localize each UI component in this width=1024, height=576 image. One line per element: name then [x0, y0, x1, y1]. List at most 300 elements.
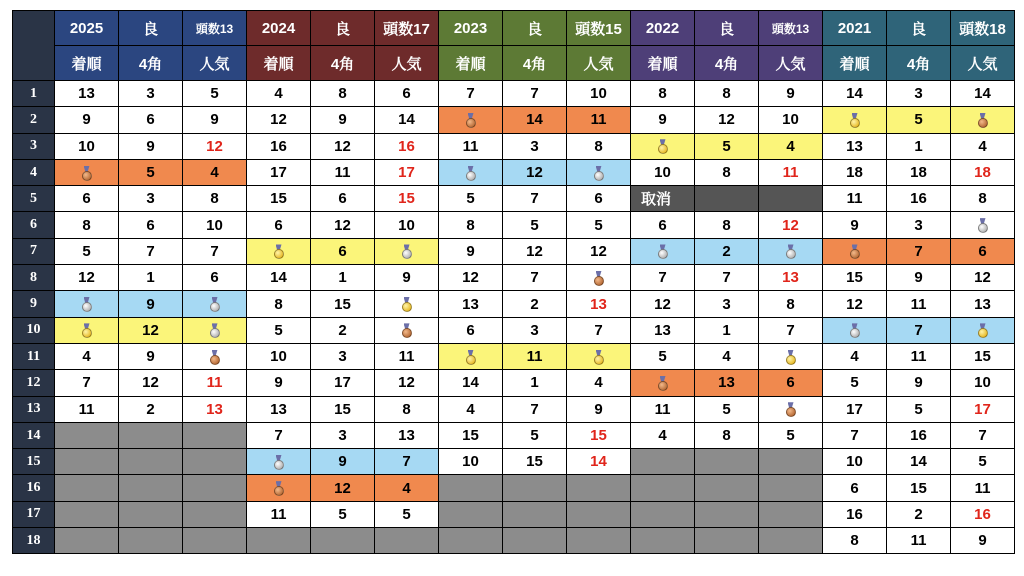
- cell-finish-2021: 11: [823, 186, 887, 212]
- cell-finish-2023: [439, 343, 503, 369]
- cell-finish-2021: 9: [823, 212, 887, 238]
- empty-cell: [695, 528, 759, 554]
- header-corner: [13, 11, 55, 81]
- table-row: [13, 317, 1015, 343]
- cell-corner4-2023: 7: [503, 186, 567, 212]
- silver-medal-icon: [850, 323, 860, 338]
- header-row-years: [13, 11, 1015, 46]
- cell-corner4-2023: 7: [503, 265, 567, 291]
- cell-finish-2021: 17: [823, 396, 887, 422]
- gold-medal-icon: [402, 297, 412, 312]
- row-number: 14: [13, 422, 55, 448]
- cell-finish-2024: 8: [247, 291, 311, 317]
- cell-corner4-2024: 6: [311, 238, 375, 264]
- table-body: [13, 81, 1015, 554]
- cell-corner4-2022: 3: [695, 291, 759, 317]
- cell-popularity-2022: [759, 238, 823, 264]
- subheader-popularity-2024: 人気: [375, 46, 439, 81]
- table-row: [13, 449, 1015, 475]
- silver-medal-icon: [402, 244, 412, 259]
- cell-finish-2021: 13: [823, 133, 887, 159]
- cell-finish-2022: 12: [631, 291, 695, 317]
- bronze-medal-icon: [850, 244, 860, 259]
- cell-popularity-2021: 13: [951, 291, 1015, 317]
- row-number: 12: [13, 370, 55, 396]
- cell-corner4-2023: 11: [503, 343, 567, 369]
- cell-finish-2025: 10: [55, 133, 119, 159]
- cell-finish-2024: 17: [247, 159, 311, 185]
- empty-cell: [55, 422, 119, 448]
- cell-corner4-2021: 5: [887, 396, 951, 422]
- cell-corner4-2024: 3: [311, 343, 375, 369]
- table-row: [13, 186, 1015, 212]
- empty-cell: [183, 475, 247, 501]
- cell-corner4-2025: 12: [119, 317, 183, 343]
- cell-finish-2022: 10: [631, 159, 695, 185]
- cell-finish-2025: 9: [55, 107, 119, 133]
- header-heads-2023: 頭数15: [567, 11, 631, 46]
- cell-corner4-2025: 2: [119, 396, 183, 422]
- cell-finish-2021: 6: [823, 475, 887, 501]
- cell-finish-2021: 15: [823, 265, 887, 291]
- cell-popularity-2024: 13: [375, 422, 439, 448]
- cell-popularity-2025: 8: [183, 186, 247, 212]
- table-row: [13, 422, 1015, 448]
- cell-finish-2023: 5: [439, 186, 503, 212]
- cell-popularity-2024: 5: [375, 501, 439, 527]
- cell-popularity-2023: 6: [567, 186, 631, 212]
- cell-corner4-2025: 3: [119, 81, 183, 107]
- cell-popularity-2022: 5: [759, 422, 823, 448]
- cell-finish-2021: 18: [823, 159, 887, 185]
- table-row: [13, 501, 1015, 527]
- cell-popularity-2022: 8: [759, 291, 823, 317]
- cell-popularity-2023: 14: [567, 449, 631, 475]
- cell-finish-2021: 16: [823, 501, 887, 527]
- cell-popularity-2023: 8: [567, 133, 631, 159]
- cell-finish-2024: 5: [247, 317, 311, 343]
- empty-cell: [55, 475, 119, 501]
- cell-finish-2023: 9: [439, 238, 503, 264]
- cell-finish-2024: [247, 449, 311, 475]
- cell-corner4-2025: 3: [119, 186, 183, 212]
- cell-popularity-2022: [759, 396, 823, 422]
- silver-medal-icon: [210, 297, 220, 312]
- cell-popularity-2021: 9: [951, 528, 1015, 554]
- empty-cell: [695, 475, 759, 501]
- scratched-cell: [695, 186, 759, 212]
- subheader-popularity-2025: 人気: [183, 46, 247, 81]
- subheader-popularity-2021: 人気: [951, 46, 1015, 81]
- gold-medal-icon: [82, 323, 92, 338]
- row-number: 2: [13, 107, 55, 133]
- cell-corner4-2023: 2: [503, 291, 567, 317]
- table-row: [13, 107, 1015, 133]
- cell-popularity-2021: 18: [951, 159, 1015, 185]
- cell-corner4-2021: 18: [887, 159, 951, 185]
- cell-popularity-2023: 12: [567, 238, 631, 264]
- empty-cell: [183, 528, 247, 554]
- table-row: [13, 291, 1015, 317]
- cell-popularity-2023: 4: [567, 370, 631, 396]
- cell-corner4-2024: 2: [311, 317, 375, 343]
- cell-corner4-2023: 1: [503, 370, 567, 396]
- header-track-2025: 良: [119, 11, 183, 46]
- cell-corner4-2021: 7: [887, 317, 951, 343]
- cell-popularity-2024: 14: [375, 107, 439, 133]
- table-row: [13, 343, 1015, 369]
- subheader-corner4-2024: 4角: [311, 46, 375, 81]
- cell-finish-2022: 6: [631, 212, 695, 238]
- cell-corner4-2022: 7: [695, 265, 759, 291]
- cell-corner4-2025: 5: [119, 159, 183, 185]
- cell-popularity-2023: 15: [567, 422, 631, 448]
- cell-corner4-2024: 15: [311, 396, 375, 422]
- cell-finish-2025: 13: [55, 81, 119, 107]
- cell-popularity-2024: [375, 317, 439, 343]
- cell-finish-2023: [439, 107, 503, 133]
- row-number: 11: [13, 343, 55, 369]
- cell-corner4-2025: 1: [119, 265, 183, 291]
- cell-corner4-2021: 9: [887, 265, 951, 291]
- cell-popularity-2021: 5: [951, 449, 1015, 475]
- subheader-corner4-2021: 4角: [887, 46, 951, 81]
- cell-finish-2025: 11: [55, 396, 119, 422]
- silver-medal-icon: [978, 218, 988, 233]
- cell-popularity-2023: 10: [567, 81, 631, 107]
- cell-finish-2024: 7: [247, 422, 311, 448]
- cell-corner4-2023: 5: [503, 212, 567, 238]
- subheader-corner4-2023: 4角: [503, 46, 567, 81]
- bronze-medal-icon: [82, 166, 92, 181]
- empty-cell: [567, 528, 631, 554]
- empty-cell: [183, 501, 247, 527]
- cell-finish-2021: 7: [823, 422, 887, 448]
- empty-cell: [759, 475, 823, 501]
- cell-popularity-2021: 8: [951, 186, 1015, 212]
- cell-popularity-2023: [567, 343, 631, 369]
- empty-cell: [439, 501, 503, 527]
- cell-corner4-2021: 2: [887, 501, 951, 527]
- cell-popularity-2024: 12: [375, 370, 439, 396]
- cell-popularity-2025: 7: [183, 238, 247, 264]
- subheader-popularity-2023: 人気: [567, 46, 631, 81]
- cell-corner4-2024: 5: [311, 501, 375, 527]
- cell-finish-2022: 5: [631, 343, 695, 369]
- cell-corner4-2021: 15: [887, 475, 951, 501]
- header-year-2023: 2023: [439, 11, 503, 46]
- cell-popularity-2024: 4: [375, 475, 439, 501]
- cell-corner4-2022: 13: [695, 370, 759, 396]
- cell-corner4-2021: 14: [887, 449, 951, 475]
- cell-finish-2023: 4: [439, 396, 503, 422]
- cell-finish-2022: 11: [631, 396, 695, 422]
- empty-cell: [567, 475, 631, 501]
- cell-finish-2021: [823, 317, 887, 343]
- cell-finish-2023: 11: [439, 133, 503, 159]
- empty-cell: [119, 449, 183, 475]
- cell-corner4-2022: 1: [695, 317, 759, 343]
- cell-popularity-2025: 5: [183, 81, 247, 107]
- cell-popularity-2021: 7: [951, 422, 1015, 448]
- cell-popularity-2022: 11: [759, 159, 823, 185]
- empty-cell: [503, 501, 567, 527]
- cell-finish-2024: 12: [247, 107, 311, 133]
- cell-finish-2021: 14: [823, 81, 887, 107]
- cell-corner4-2021: 9: [887, 370, 951, 396]
- cell-finish-2023: [439, 159, 503, 185]
- cell-corner4-2025: 9: [119, 343, 183, 369]
- row-number: 5: [13, 186, 55, 212]
- bronze-medal-icon: [402, 323, 412, 338]
- cell-popularity-2022: 13: [759, 265, 823, 291]
- subheader-corner4-2022: 4角: [695, 46, 759, 81]
- cell-corner4-2021: 7: [887, 238, 951, 264]
- row-number: 3: [13, 133, 55, 159]
- cell-corner4-2023: 3: [503, 133, 567, 159]
- row-number: 15: [13, 449, 55, 475]
- cell-corner4-2022: 8: [695, 212, 759, 238]
- silver-medal-icon: [658, 244, 668, 259]
- cell-popularity-2024: 17: [375, 159, 439, 185]
- cell-finish-2025: 4: [55, 343, 119, 369]
- cell-popularity-2022: [759, 343, 823, 369]
- cell-popularity-2025: 12: [183, 133, 247, 159]
- cell-popularity-2025: 10: [183, 212, 247, 238]
- cell-popularity-2025: 11: [183, 370, 247, 396]
- cell-finish-2021: 10: [823, 449, 887, 475]
- cell-popularity-2021: 15: [951, 343, 1015, 369]
- gold-medal-icon: [274, 244, 284, 259]
- cell-popularity-2024: 8: [375, 396, 439, 422]
- cell-finish-2024: [247, 475, 311, 501]
- cell-corner4-2022: 4: [695, 343, 759, 369]
- cell-popularity-2025: [183, 317, 247, 343]
- cell-finish-2022: [631, 238, 695, 264]
- cell-corner4-2021: 11: [887, 291, 951, 317]
- header-row-columns: [13, 46, 1015, 81]
- subheader-finish-2025: 着順: [55, 46, 119, 81]
- table-row: [13, 475, 1015, 501]
- cell-popularity-2024: 16: [375, 133, 439, 159]
- cell-corner4-2021: 3: [887, 212, 951, 238]
- cell-finish-2024: 16: [247, 133, 311, 159]
- empty-cell: [119, 475, 183, 501]
- cell-popularity-2023: 11: [567, 107, 631, 133]
- cell-finish-2024: 10: [247, 343, 311, 369]
- header-year-2025: 2025: [55, 11, 119, 46]
- table-row: [13, 370, 1015, 396]
- cell-popularity-2025: [183, 291, 247, 317]
- cell-popularity-2024: [375, 291, 439, 317]
- scratched-cell: [759, 186, 823, 212]
- cell-corner4-2023: 7: [503, 396, 567, 422]
- empty-cell: [759, 528, 823, 554]
- cell-finish-2022: 8: [631, 81, 695, 107]
- gold-medal-icon: [466, 350, 476, 365]
- empty-cell: [503, 528, 567, 554]
- cell-finish-2023: 12: [439, 265, 503, 291]
- cell-popularity-2021: 12: [951, 265, 1015, 291]
- cell-corner4-2023: 14: [503, 107, 567, 133]
- bronze-medal-icon: [466, 113, 476, 128]
- bronze-medal-icon: [274, 481, 284, 496]
- cell-corner4-2024: 8: [311, 81, 375, 107]
- header-track-2023: 良: [503, 11, 567, 46]
- cell-corner4-2025: 7: [119, 238, 183, 264]
- header-year-2022: 2022: [631, 11, 695, 46]
- header-heads-2025: 頭数13: [183, 11, 247, 46]
- empty-cell: [631, 528, 695, 554]
- subheader-finish-2022: 着順: [631, 46, 695, 81]
- cell-finish-2025: 6: [55, 186, 119, 212]
- cell-finish-2025: [55, 291, 119, 317]
- cell-finish-2023: 13: [439, 291, 503, 317]
- cell-popularity-2022: 4: [759, 133, 823, 159]
- row-number: 10: [13, 317, 55, 343]
- table-header: [13, 11, 1015, 81]
- subheader-corner4-2025: 4角: [119, 46, 183, 81]
- cell-popularity-2021: [951, 212, 1015, 238]
- cell-corner4-2024: 1: [311, 265, 375, 291]
- silver-medal-icon: [786, 244, 796, 259]
- cell-corner4-2021: 11: [887, 528, 951, 554]
- header-track-2024: 良: [311, 11, 375, 46]
- table-row: [13, 528, 1015, 554]
- bronze-medal-icon: [210, 350, 220, 365]
- cell-popularity-2024: 11: [375, 343, 439, 369]
- cell-popularity-2025: 13: [183, 396, 247, 422]
- cell-corner4-2024: 12: [311, 212, 375, 238]
- gold-medal-icon: [658, 139, 668, 154]
- cell-popularity-2025: 9: [183, 107, 247, 133]
- silver-medal-icon: [274, 455, 284, 470]
- cell-finish-2021: 12: [823, 291, 887, 317]
- cell-corner4-2024: 9: [311, 107, 375, 133]
- cell-popularity-2023: 13: [567, 291, 631, 317]
- table-row: [13, 159, 1015, 185]
- cell-corner4-2022: 5: [695, 396, 759, 422]
- cell-finish-2021: 8: [823, 528, 887, 554]
- row-number: 8: [13, 265, 55, 291]
- silver-medal-icon: [210, 323, 220, 338]
- cell-popularity-2022: 9: [759, 81, 823, 107]
- header-track-2021: 良: [887, 11, 951, 46]
- row-number: 6: [13, 212, 55, 238]
- row-number: 18: [13, 528, 55, 554]
- table-row: [13, 238, 1015, 264]
- cell-finish-2023: 7: [439, 81, 503, 107]
- gold-medal-icon: [978, 323, 988, 338]
- cell-popularity-2023: 9: [567, 396, 631, 422]
- cell-corner4-2024: 3: [311, 422, 375, 448]
- cell-finish-2022: 13: [631, 317, 695, 343]
- cell-finish-2023: 6: [439, 317, 503, 343]
- cell-corner4-2023: 12: [503, 238, 567, 264]
- cell-corner4-2024: 12: [311, 133, 375, 159]
- cell-popularity-2024: 7: [375, 449, 439, 475]
- subheader-popularity-2022: 人気: [759, 46, 823, 81]
- row-number: 7: [13, 238, 55, 264]
- header-heads-2022: 頭数13: [759, 11, 823, 46]
- empty-cell: [55, 501, 119, 527]
- empty-cell: [439, 475, 503, 501]
- cell-finish-2025: 8: [55, 212, 119, 238]
- empty-cell: [439, 528, 503, 554]
- cell-corner4-2023: 3: [503, 317, 567, 343]
- row-number: 17: [13, 501, 55, 527]
- cell-corner4-2023: 12: [503, 159, 567, 185]
- cell-corner4-2022: 8: [695, 422, 759, 448]
- cell-finish-2025: 12: [55, 265, 119, 291]
- cell-finish-2022: [631, 370, 695, 396]
- cell-finish-2023: 15: [439, 422, 503, 448]
- cell-popularity-2021: 17: [951, 396, 1015, 422]
- table-row: [13, 81, 1015, 107]
- cell-popularity-2022: 7: [759, 317, 823, 343]
- cell-popularity-2023: 7: [567, 317, 631, 343]
- cell-corner4-2024: 9: [311, 449, 375, 475]
- race-results-table: [12, 10, 1015, 554]
- silver-medal-icon: [466, 166, 476, 181]
- table-row: [13, 265, 1015, 291]
- empty-cell: [759, 501, 823, 527]
- empty-cell: [631, 475, 695, 501]
- bronze-medal-icon: [658, 376, 668, 391]
- row-number: 4: [13, 159, 55, 185]
- cell-popularity-2021: 4: [951, 133, 1015, 159]
- empty-cell: [183, 449, 247, 475]
- cell-corner4-2022: 12: [695, 107, 759, 133]
- cell-popularity-2022: 6: [759, 370, 823, 396]
- silver-medal-icon: [82, 297, 92, 312]
- cell-corner4-2024: 17: [311, 370, 375, 396]
- empty-cell: [375, 528, 439, 554]
- gold-medal-icon: [786, 350, 796, 365]
- cell-corner4-2022: 5: [695, 133, 759, 159]
- cell-popularity-2023: [567, 159, 631, 185]
- empty-cell: [759, 449, 823, 475]
- cell-finish-2025: [55, 317, 119, 343]
- gold-medal-icon: [594, 350, 604, 365]
- cell-popularity-2022: 10: [759, 107, 823, 133]
- row-number: 13: [13, 396, 55, 422]
- header-heads-2024: 頭数17: [375, 11, 439, 46]
- cell-popularity-2025: [183, 343, 247, 369]
- empty-cell: [119, 422, 183, 448]
- cell-finish-2022: [631, 133, 695, 159]
- cell-popularity-2021: 14: [951, 81, 1015, 107]
- cell-popularity-2022: 12: [759, 212, 823, 238]
- scratched-cell: 取消: [631, 186, 695, 212]
- table-row: [13, 212, 1015, 238]
- cell-popularity-2021: 10: [951, 370, 1015, 396]
- cell-corner4-2024: 11: [311, 159, 375, 185]
- cell-corner4-2022: 2: [695, 238, 759, 264]
- cell-corner4-2025: 6: [119, 212, 183, 238]
- cell-finish-2024: 9: [247, 370, 311, 396]
- cell-popularity-2023: [567, 265, 631, 291]
- cell-corner4-2021: 16: [887, 422, 951, 448]
- cell-popularity-2021: 11: [951, 475, 1015, 501]
- cell-corner4-2021: 1: [887, 133, 951, 159]
- bronze-medal-icon: [786, 402, 796, 417]
- empty-cell: [503, 475, 567, 501]
- cell-corner4-2021: 5: [887, 107, 951, 133]
- cell-corner4-2024: 15: [311, 291, 375, 317]
- cell-corner4-2025: 12: [119, 370, 183, 396]
- cell-corner4-2025: 9: [119, 291, 183, 317]
